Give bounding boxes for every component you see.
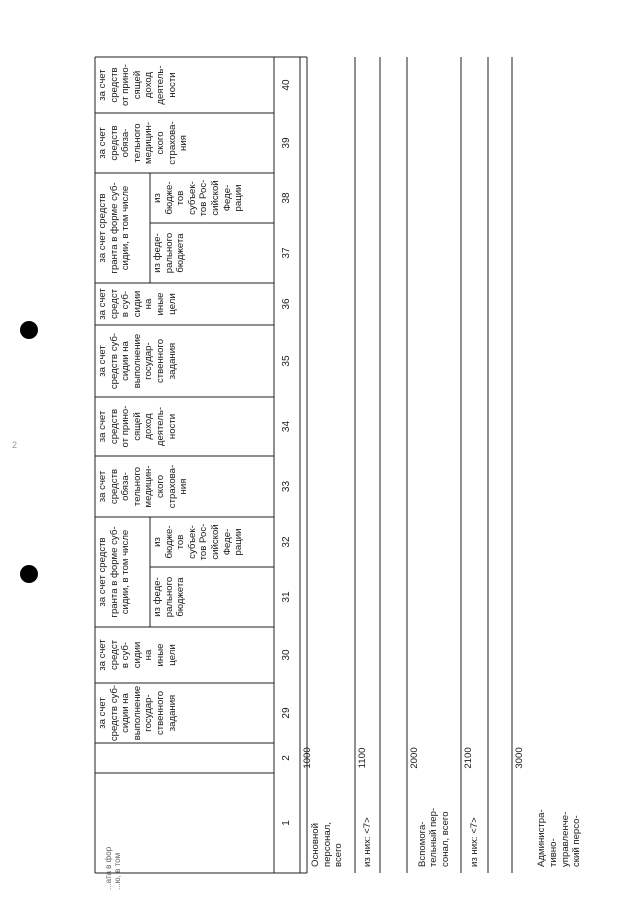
- header-col-30-line: на: [143, 649, 155, 661]
- header-col-40-line: сящей: [131, 70, 143, 100]
- margin-note: [104, 847, 122, 890]
- header-col-34-line: за счет: [97, 410, 108, 443]
- row-label-1000-line: персонал,: [321, 821, 333, 867]
- header-col-32-line: Феде-: [221, 528, 233, 556]
- column-number-31: 31: [281, 591, 293, 603]
- header-col-33-line: страхова-: [166, 464, 178, 509]
- header-col-30: [95, 627, 274, 683]
- header-col-33-line: ния: [178, 478, 190, 495]
- header-col-29-line: за счет: [97, 697, 108, 729]
- header-col-38-line: Феде-: [221, 184, 233, 212]
- row-label-3000-line: тивно-: [547, 838, 559, 867]
- header-col-35-line: сидии на: [120, 341, 132, 381]
- header-col-29-line: ственного: [154, 690, 166, 736]
- header-grant-group-2-line: сидии, в том числе: [120, 185, 132, 271]
- column-number-30: 30: [281, 649, 293, 661]
- column-number-32: 32: [281, 536, 293, 548]
- row-label-2100: [461, 773, 488, 873]
- row-label-1100: [355, 773, 380, 873]
- row-label-3000-line: ский персо-: [571, 815, 583, 867]
- column-number-29: 29: [281, 707, 293, 719]
- row-label-3000: [512, 773, 607, 873]
- header-col-40: [95, 57, 274, 113]
- header-col-31-line: бюджета: [175, 577, 187, 617]
- header-grant-group-2-line: за счет средств: [97, 193, 108, 263]
- column-number-39: 39: [281, 137, 293, 149]
- header-col-30-line: сидии: [131, 641, 143, 669]
- side-mark: 2: [12, 440, 18, 450]
- column-number-33: 33: [281, 480, 293, 493]
- row-code-2000: 2000: [409, 747, 420, 769]
- header-col-37-line: рального: [163, 232, 175, 274]
- row-label-3000-line: управленче-: [559, 811, 571, 867]
- row-label-2000-line: сонал, всего: [439, 811, 451, 867]
- header-col-34: [95, 397, 274, 456]
- header-col-34-line: деятель-: [154, 406, 166, 447]
- header-grant-group-line: гранта в форме суб-: [108, 526, 120, 618]
- header-col-36: [95, 283, 274, 325]
- punch-hole-top: [20, 321, 38, 339]
- header-col-36-line: в суб-: [120, 290, 132, 318]
- column-number-2: 2: [281, 755, 293, 761]
- row-label-2100-line: из них: <7>: [468, 817, 480, 867]
- column-number-40: 40: [281, 79, 293, 91]
- header-col-37-line: из феде-: [152, 233, 163, 273]
- header-grant-group-2: [95, 173, 150, 283]
- header-col-30-line: иные: [154, 643, 166, 667]
- header-col-40-line: за счет: [97, 69, 108, 101]
- header-col-29-line: средств суб-: [108, 684, 120, 742]
- header-col-32-line: рации: [233, 528, 245, 556]
- header-col-39-line: ского: [154, 131, 166, 155]
- header-col-39-line: ния: [178, 135, 190, 151]
- header-col-40-line: деятель-: [154, 65, 166, 105]
- header-col-34-line: от прино-: [120, 405, 132, 448]
- row-code-1100: 1100: [357, 747, 368, 769]
- header-col-36-line: средст: [108, 288, 120, 320]
- header-col-35-line: государ-: [143, 342, 155, 380]
- header-col-30-line: цели: [166, 644, 178, 666]
- header-col-39-line: средств: [108, 125, 120, 161]
- header-col-32-line: субъек-: [186, 525, 198, 559]
- row-label-1000: [300, 773, 355, 873]
- header-col-34-line: сящей: [131, 412, 143, 441]
- margin-note-line: ...ю, в том: [113, 852, 122, 890]
- header-col-39: [95, 113, 274, 173]
- header-col-29-line: выполнение: [131, 685, 143, 741]
- column-number-34: 34: [281, 420, 293, 433]
- header-col-33-line: средств: [108, 468, 120, 505]
- row-code-1000: 1000: [302, 747, 313, 769]
- header-col-38-line: бюдже-: [163, 181, 175, 215]
- header-col-40-line: от прино-: [120, 64, 132, 106]
- header-col-35-line: ственного: [154, 338, 166, 384]
- row-code-2100: 2100: [463, 747, 474, 769]
- header-col-35-line: средств суб-: [108, 332, 120, 390]
- header-grant-group-line: за счет средств: [97, 537, 108, 607]
- header-col-38-line: субъек-: [186, 181, 198, 215]
- header-col-38-line: сийской: [209, 180, 221, 216]
- header-col-36-line: цели: [166, 293, 178, 315]
- header-col-30-line: средст: [108, 639, 120, 671]
- header-col-38-line: из: [152, 193, 163, 203]
- row-label-1000-line: Основной: [310, 823, 322, 867]
- header-col-33-line: обяза-: [120, 472, 132, 501]
- punch-hole-bottom: [20, 565, 38, 583]
- header-col-35-line: выполнение: [131, 333, 143, 389]
- header-col-36-line: иные: [154, 292, 166, 316]
- row-label-2000-line: Вспомога-: [416, 821, 428, 867]
- header-col-39-line: тельного: [131, 123, 143, 163]
- header-col-31-line: рального: [163, 576, 175, 618]
- header-col-38-line: тов: [175, 190, 187, 206]
- row-label-3000-line: Администра-: [536, 809, 548, 867]
- header-col-32-line: сийской: [209, 524, 221, 560]
- column-number-37: 37: [281, 247, 293, 259]
- row-label-1100-line: из них: <7>: [361, 817, 373, 867]
- header-col-29-line: государ-: [143, 694, 155, 732]
- header-col-29: [95, 683, 274, 743]
- header-grant-group-2-line: гранта в форме суб-: [108, 182, 120, 274]
- header-col-29-line: сидии на: [120, 693, 132, 733]
- row-code-3000: 3000: [514, 747, 525, 769]
- header-col-38: [150, 173, 274, 223]
- header-col-34-line: ности: [166, 413, 178, 440]
- header-col-29-line: задания: [166, 694, 178, 732]
- header-col-30-line: в суб-: [120, 641, 132, 669]
- header-col-34-line: средств: [108, 408, 120, 445]
- header-col-39-line: страхова-: [166, 121, 178, 165]
- header-col-39-line: обяза-: [120, 128, 132, 158]
- header-col-35-line: за счет: [97, 345, 108, 377]
- header-col-37: [150, 223, 274, 283]
- header-grant-group: [95, 517, 150, 627]
- header-col-38-line: тов Рос-: [198, 179, 210, 217]
- header-col-31-line: из феде-: [152, 577, 163, 617]
- header-col-33: [95, 456, 274, 517]
- header-col-33-line: ского: [154, 474, 166, 499]
- header-col-40-line: ности: [166, 72, 178, 98]
- header-col-32-line: тов Рос-: [198, 523, 210, 561]
- column-number-36: 36: [281, 298, 293, 310]
- row-label-2000: [407, 773, 461, 873]
- header-col-30-line: за счет: [97, 639, 108, 671]
- header-col-38-line: рации: [233, 184, 245, 212]
- header-col-36-line: сидии: [131, 290, 143, 318]
- header-col-39-line: медицин-: [143, 121, 155, 165]
- header-col-32-line: из: [152, 537, 163, 547]
- header-col-36-line: на: [143, 298, 155, 310]
- column-number-38: 38: [281, 192, 293, 204]
- header-col-34-line: доход: [143, 413, 155, 440]
- header-col-31: [150, 567, 274, 627]
- header-col-35-line: задания: [166, 342, 178, 380]
- header-col-36-line: за счет: [97, 288, 108, 320]
- header-col-39-line: за счет: [97, 127, 108, 159]
- header-col-33-line: тельного: [131, 466, 143, 507]
- header-col-33-line: за счет: [97, 470, 108, 503]
- header-col-40-line: доход: [143, 71, 155, 99]
- header-col-33-line: медицин-: [143, 465, 155, 508]
- row-label-1000-line: всего: [333, 843, 345, 867]
- column-number-35: 35: [281, 355, 293, 367]
- margin-note-line: ...ата в фор: [104, 846, 113, 890]
- column-number-1: 1: [281, 820, 293, 826]
- header-col-32: [150, 517, 274, 567]
- header-col-35: [95, 325, 274, 397]
- row-label-2000-line: тельный пер-: [428, 807, 440, 867]
- header-col-37-line: бюджета: [175, 233, 187, 273]
- header-col-40-line: средств: [108, 67, 120, 103]
- header-col-32-line: бюдже-: [163, 525, 175, 559]
- header-grant-group-line: сидии, в том числе: [120, 529, 132, 615]
- header-col-32-line: тов: [175, 534, 187, 550]
